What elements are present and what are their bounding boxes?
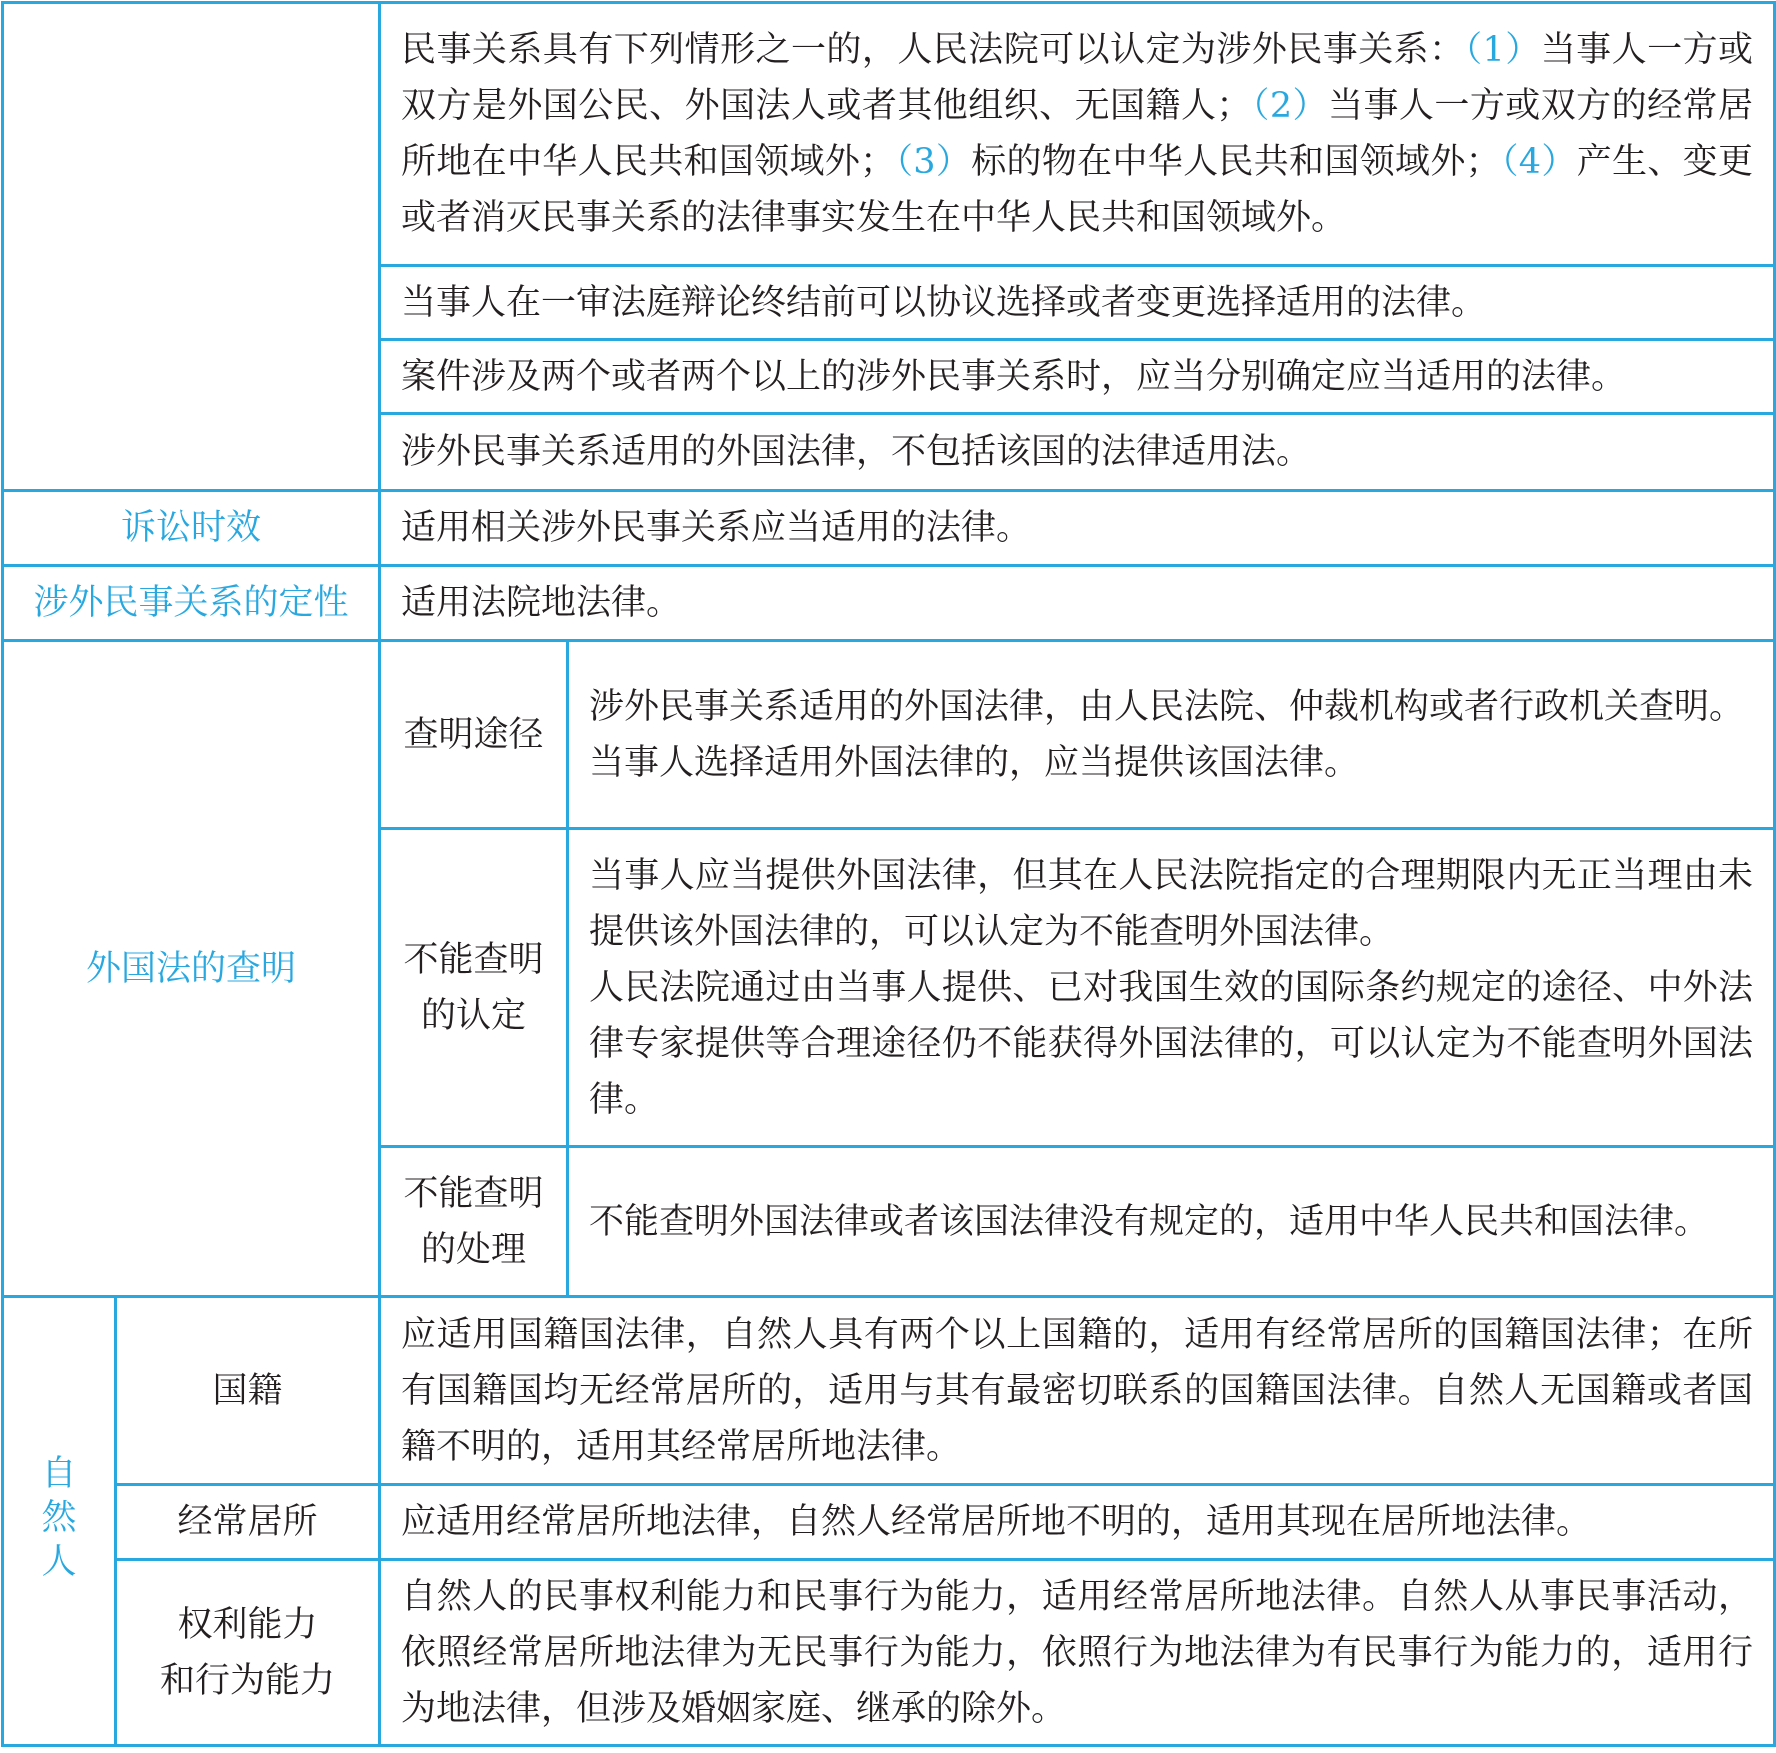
- table-row: [3, 566, 1775, 641]
- cannot-identify-label-line-2: 的认定: [420, 995, 526, 1036]
- table-row: [3, 1297, 1775, 1485]
- capacity-label-line-2: 和行为能力: [159, 1660, 335, 1701]
- cannot-identify-label: [380, 829, 568, 1147]
- nationality-label: 国籍: [116, 1297, 380, 1485]
- table-row: [3, 1560, 1775, 1746]
- limitation-text: 适用相关涉外民事关系应当适用的法律。: [380, 491, 1775, 566]
- habitual-residence-text: 应适用经常居所地法律，自然人经常居所地不明的，适用其现在居所地法律。: [380, 1485, 1775, 1560]
- ascertain-ways-label: 查明途径: [380, 641, 568, 829]
- general-rule-1-item-2: 当事人一方或双方的经常居所地在中华人民共和国领域外；: [401, 86, 1753, 182]
- natural-person-label: 自然人: [41, 1454, 77, 1582]
- table-row: [3, 1485, 1775, 1560]
- natural-person-label-cell: [3, 1297, 116, 1746]
- list-number-4: （4）: [1500, 142, 1577, 182]
- capacity-label: [116, 1560, 380, 1746]
- list-number-2: （2）: [1251, 86, 1329, 126]
- general-rule-1-cell: [380, 3, 1775, 266]
- general-rule-1-item-4: 产生、变更或者消灭民事关系的法律事实发生在中华人民共和国领域外。: [401, 142, 1753, 238]
- capacity-text: 自然人的民事权利能力和民事行为能力，适用经常居所地法律。自然人从事民事活动，依照经常居所地法律为无民事行为能力，依照行为地法律为有民事行为能力的，适用行为地法律，但涉及婚姻家庭、继承的除外。: [380, 1560, 1775, 1746]
- ascertain-ways-text-2: 当事人选择适用外国法律的，应当提供该国法律。: [589, 742, 1360, 783]
- cannot-handle-text: 不能查明外国法律或者该国法律没有规定的，适用中华人民共和国法律。: [568, 1147, 1775, 1297]
- cannot-handle-label-line-1: 不能查明: [403, 1173, 544, 1214]
- characterization-label: 涉外民事关系的定性: [3, 566, 380, 641]
- table-row: [3, 3, 1775, 266]
- cannot-handle-label-line-2: 的处理: [420, 1229, 526, 1270]
- cannot-identify-text: [568, 829, 1775, 1147]
- cannot-identify-text-1: 当事人应当提供外国法律，但其在人民法院指定的合理期限内无正当理由未提供该外国法律的，可以认定为不能查明外国法律。: [589, 855, 1754, 952]
- general-rule-1-item-1: 当事人一方或双方是外国公民、外国法人或者其他组织、无国籍人；: [401, 30, 1753, 126]
- habitual-residence-label: 经常居所: [116, 1485, 380, 1560]
- conflict-of-laws-table: [1, 1, 1776, 1747]
- limitation-label: 诉讼时效: [3, 491, 380, 566]
- table-row: [3, 491, 1775, 566]
- characterization-text: 适用法院地法律。: [380, 566, 1775, 641]
- general-rule-3-cell: 案件涉及两个或者两个以上的涉外民事关系时，应当分别确定应当适用的法律。: [380, 340, 1775, 414]
- table-row: [3, 641, 1775, 829]
- foreign-law-label: 外国法的查明: [3, 641, 380, 1297]
- ascertain-ways-text: [568, 641, 1775, 829]
- cannot-handle-label: [380, 1147, 568, 1297]
- list-number-3: （3）: [895, 142, 972, 182]
- capacity-label-line-1: 权利能力: [177, 1604, 318, 1645]
- general-rules-empty-cell: [3, 3, 380, 491]
- cannot-identify-text-2: 人民法院通过由当事人提供、已对我国生效的国际条约规定的途径、中外法律专家提供等合理途径仍不能获得外国法律的，可以认定为不能查明外国法律。: [589, 967, 1754, 1120]
- cannot-identify-label-line-1: 不能查明: [403, 939, 544, 980]
- ascertain-ways-text-1: 涉外民事关系适用的外国法律，由人民法院、仲裁机构或者行政机关查明。: [589, 686, 1745, 727]
- general-rule-1-intro: 民事关系具有下列情形之一的，人民法院可以认定为涉外民事关系：: [401, 30, 1465, 70]
- list-number-1: （1）: [1464, 30, 1541, 70]
- general-rule-4-cell: 涉外民事关系适用的外国法律，不包括该国的法律适用法。: [380, 414, 1775, 491]
- general-rule-1-item-3: 标的物在中华人民共和国领域外；: [971, 142, 1501, 182]
- general-rule-2-cell: 当事人在一审法庭辩论终结前可以协议选择或者变更选择适用的法律。: [380, 266, 1775, 340]
- nationality-text: 应适用国籍国法律，自然人具有两个以上国籍的，适用有经常居所的国籍国法律；在所有国籍国均无经常居所的，适用与其有最密切联系的国籍国法律。自然人无国籍或者国籍不明的，适用其经常居所地法律。: [380, 1297, 1775, 1485]
